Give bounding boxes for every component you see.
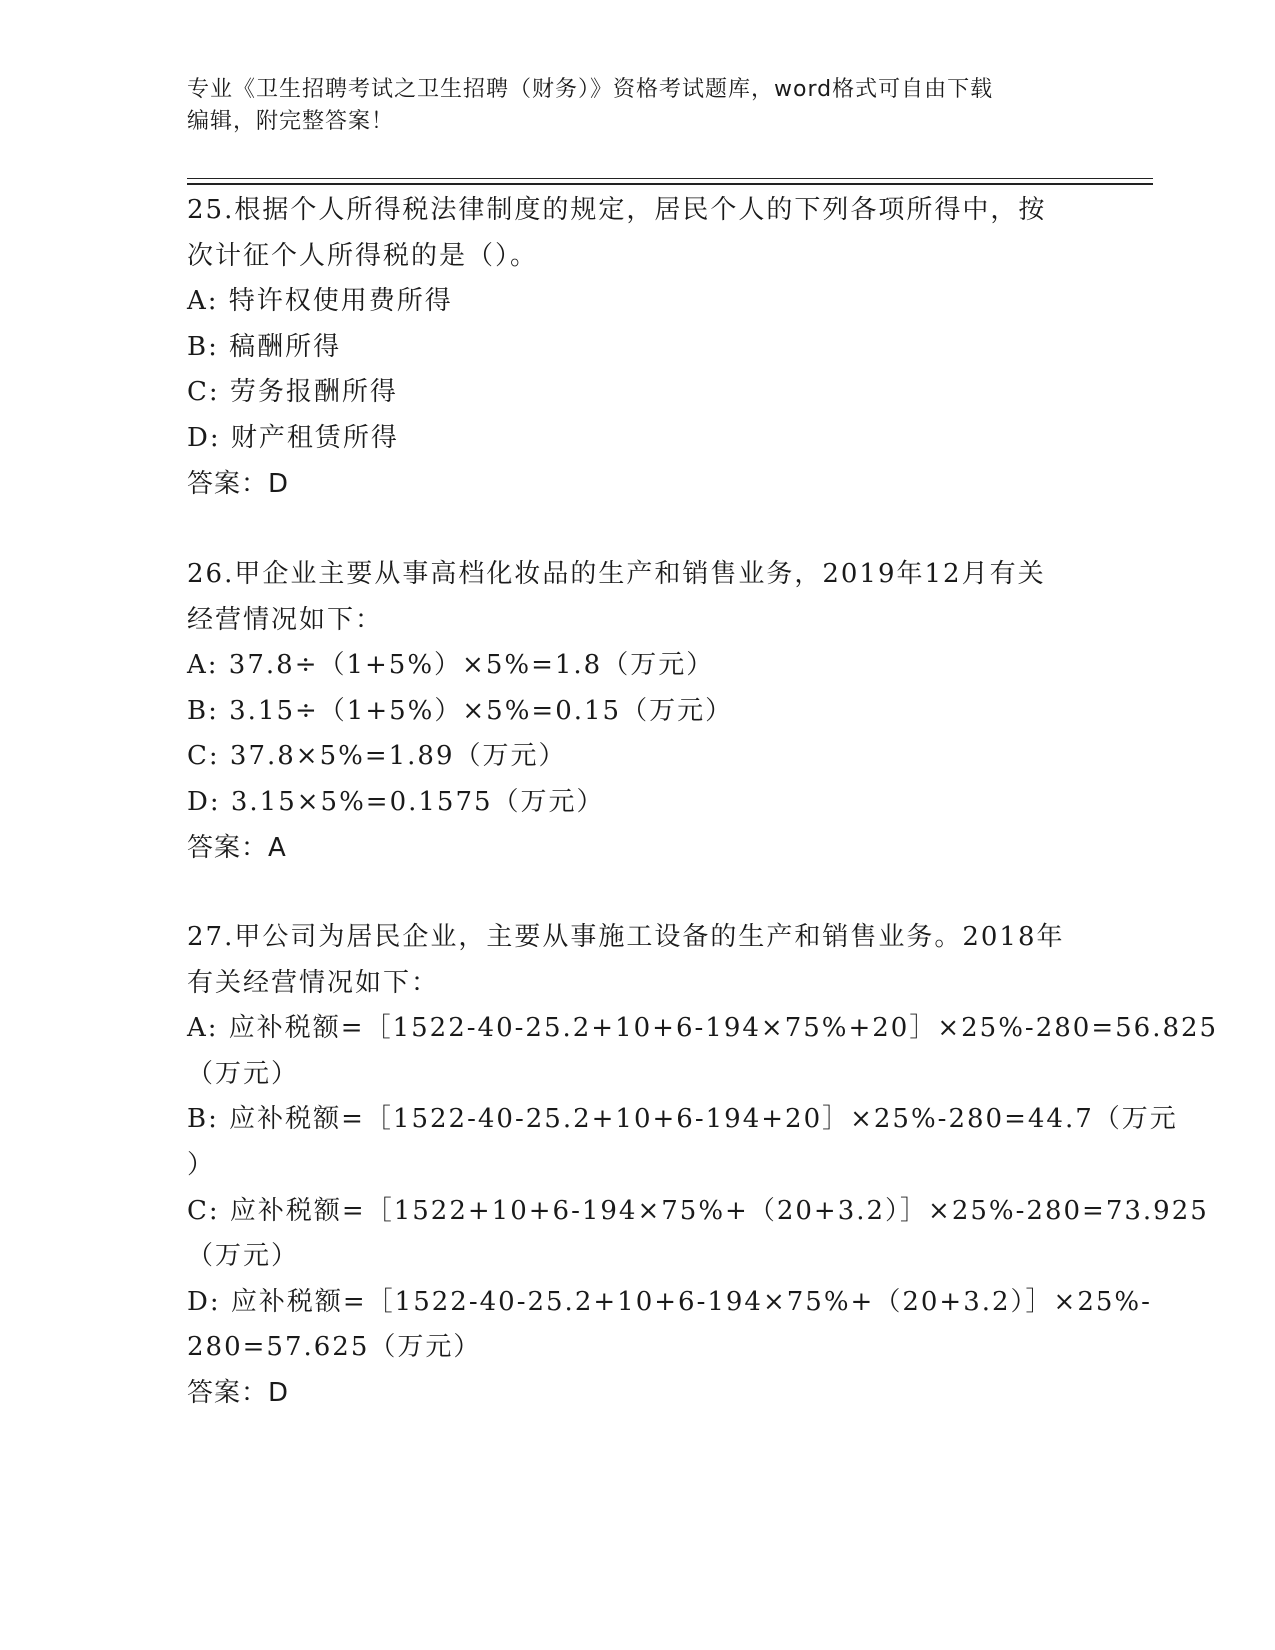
option-b: B: 3.15÷（1+5%）×5%=0.15（万元） xyxy=(187,695,734,726)
question-stem-line-1: 25.根据个人所得税法律制度的规定，居民个人的下列各项所得中，按 xyxy=(187,195,1047,225)
question-stem-line-2: 次计征个人所得税的是（）。 xyxy=(187,240,539,271)
answer-label: 答案：D xyxy=(187,1377,290,1408)
option-a: A: 特许权使用费所得 xyxy=(187,286,453,317)
option-b-line-1: B: 应补税额=［1522-40-25.2+10+6-194+20］×25%-280=44.7（万元 xyxy=(187,1104,1178,1135)
header-divider-thin xyxy=(187,178,1153,179)
question-stem-line-2: 有关经营情况如下： xyxy=(187,967,440,998)
question-27 xyxy=(187,915,1219,1417)
question-26 xyxy=(187,552,1087,871)
question-25 xyxy=(187,188,1087,507)
option-d: D: 3.15×5%=0.1575（万元） xyxy=(187,786,605,817)
option-c-line-1: C: 应补税额=［1522+10+6-194×75%+（20+3.2）］×25%-280=73.925 xyxy=(187,1195,1209,1226)
question-stem-line-1: 26.甲企业主要从事高档化妆品的生产和销售业务，2019年12月有关 xyxy=(187,559,1046,589)
option-c: C: 37.8×5%=1.89（万元） xyxy=(187,741,567,772)
header-divider-thick xyxy=(187,183,1153,185)
option-a-line-2: （万元） xyxy=(187,1058,300,1089)
question-stem-line-1: 27.甲公司为居民企业，主要从事施工设备的生产和销售业务。2018年 xyxy=(187,922,1065,952)
answer-label: 答案：A xyxy=(187,832,287,863)
answer-label: 答案：D xyxy=(187,468,290,499)
option-d: D: 财产租赁所得 xyxy=(187,422,399,453)
question-stem-line-2: 经营情况如下： xyxy=(187,604,384,635)
option-d-line-1: D: 应补税额=［1522-40-25.2+10+6-194×75%+（20+3.2）］×25%- xyxy=(187,1286,1152,1317)
option-a-line-1: A: 应补税额=［1522-40-25.2+10+6-194×75%+20］×25%-280=56.825 xyxy=(187,1013,1219,1044)
header-line-1: 专业《卫生招聘考试之卫生招聘（财务）》资格考试题库，word格式可自由下载 xyxy=(187,77,994,102)
option-d-line-2: 280=57.625（万元） xyxy=(187,1332,482,1363)
option-a: A: 37.8÷（1+5%）×5%=1.8（万元） xyxy=(187,650,715,681)
option-c-line-2: （万元） xyxy=(187,1241,300,1272)
option-b: B: 稿酬所得 xyxy=(187,331,342,362)
option-b-line-2: ） xyxy=(187,1149,216,1180)
header-line-2: 编辑，附完整答案！ xyxy=(187,109,395,134)
document-header xyxy=(187,74,1087,138)
option-c: C: 劳务报酬所得 xyxy=(187,377,398,408)
